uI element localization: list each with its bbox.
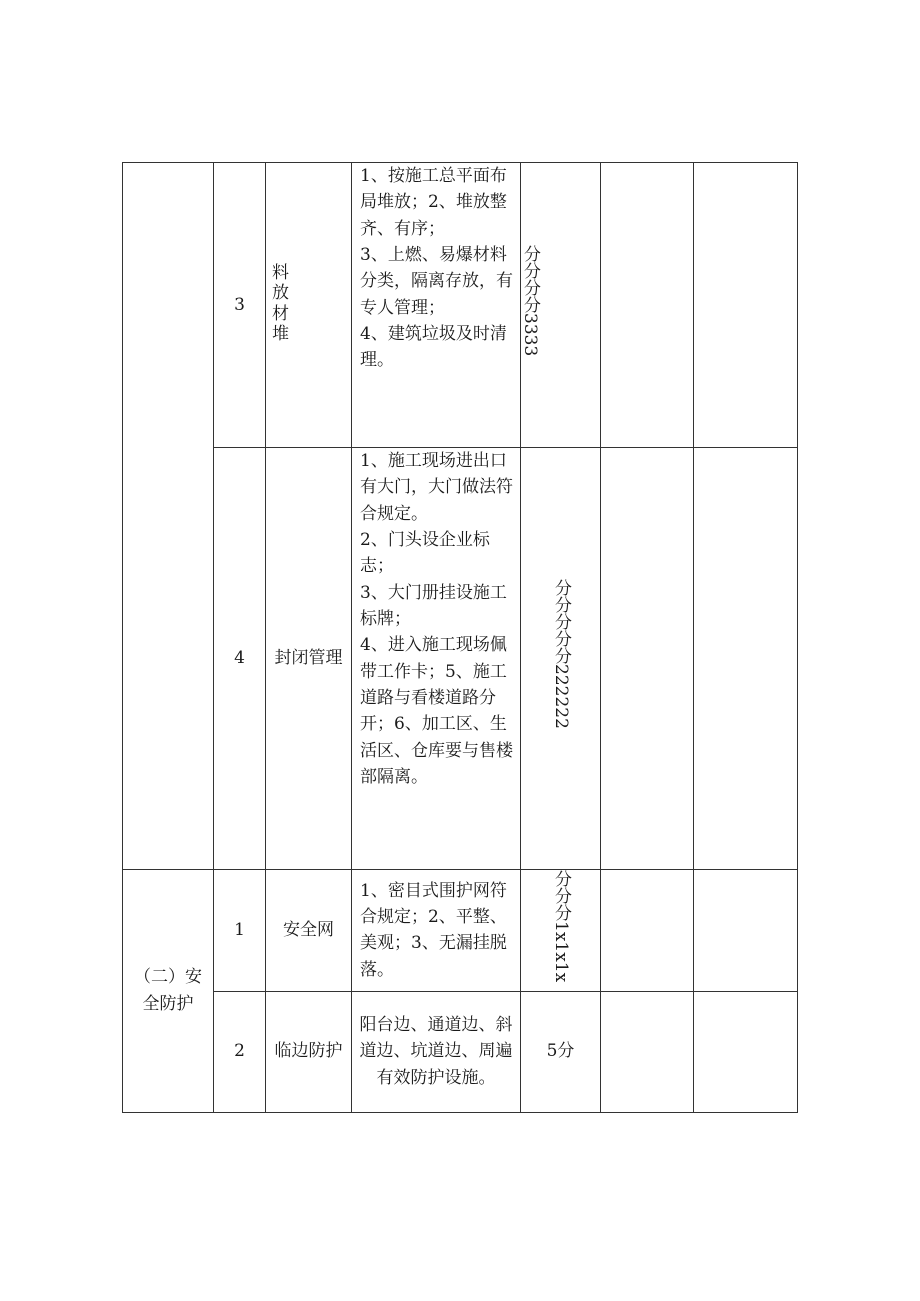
item-number [214,991,266,1112]
item-score [521,991,601,1112]
inspection-table [122,162,798,1113]
content-line: 3、上燃、易爆材料分类，隔离存放，有专人管理； [360,245,513,318]
item-number [214,163,266,448]
table-row [123,991,798,1112]
item-number-text: 1 [234,920,245,941]
empty-cell [601,870,694,992]
item-content [352,870,521,992]
empty-cell [694,991,798,1112]
item-name [266,448,352,870]
empty-cell [601,448,694,870]
category-cell [123,870,214,1113]
empty-cell [601,991,694,1112]
item-name [266,991,352,1112]
item-name [266,163,352,448]
content-line: 2、门头设企业标志； [360,530,490,577]
item-name-char: 料 [272,262,289,283]
item-score [521,448,601,870]
item-name-char: 放 [272,283,289,304]
score-text: 分分分分分222222 [551,579,571,730]
empty-cell [694,163,798,448]
empty-cell [694,448,798,870]
content-line: 1、密目式围护网符合规定；2、平整、美观；3、无漏挂脱落。 [360,880,507,980]
item-number-text: 4 [234,648,245,669]
table-row [123,448,798,870]
content-line: 4、建筑垃圾及时清理。 [360,324,507,371]
item-name-text: 封闭管理 [274,648,343,669]
score-text: 分分分1x1x1x [551,870,571,983]
empty-cell [601,163,694,448]
score-text: 5分 [546,1041,575,1062]
content-line: 阳台边、通道边、斜道边、坑道边、周遍有效防护设施。 [359,1015,513,1088]
item-number-text: 2 [234,1041,245,1062]
table-row [123,163,798,448]
item-number [214,448,266,870]
content-line: 3、大门册挂设施工标牌； [360,582,507,630]
item-name [266,870,352,992]
category-text: （二）安全防护 [134,967,202,1014]
item-content [352,991,521,1112]
empty-cell [694,870,798,992]
item-score [521,163,601,448]
score-text: 分分分分3333 [520,245,540,357]
item-name-char: 堆 [272,323,289,344]
item-score [521,870,601,992]
item-name-text: 临边防护 [274,1041,343,1062]
item-name-text: 安全网 [283,920,334,941]
item-number-text: 3 [234,294,245,315]
item-content [352,163,521,448]
content-line: 1、按施工总平面布局堆放；2、堆放整齐、有序； [360,166,507,239]
item-name-char: 材 [272,303,289,324]
content-line: 1、施工现场进出口有大门，大门做法符合规定。 [360,451,513,524]
category-cell-empty [123,163,214,870]
item-name-stack [272,263,289,345]
table-row [123,870,798,992]
item-content [352,448,521,870]
content-line: 4、进入施工现场佩带工作卡；5、施工道路与看楼道路分开；6、加工区、生活区、仓库要与售楼部隔离。 [360,635,513,788]
item-number [214,870,266,992]
